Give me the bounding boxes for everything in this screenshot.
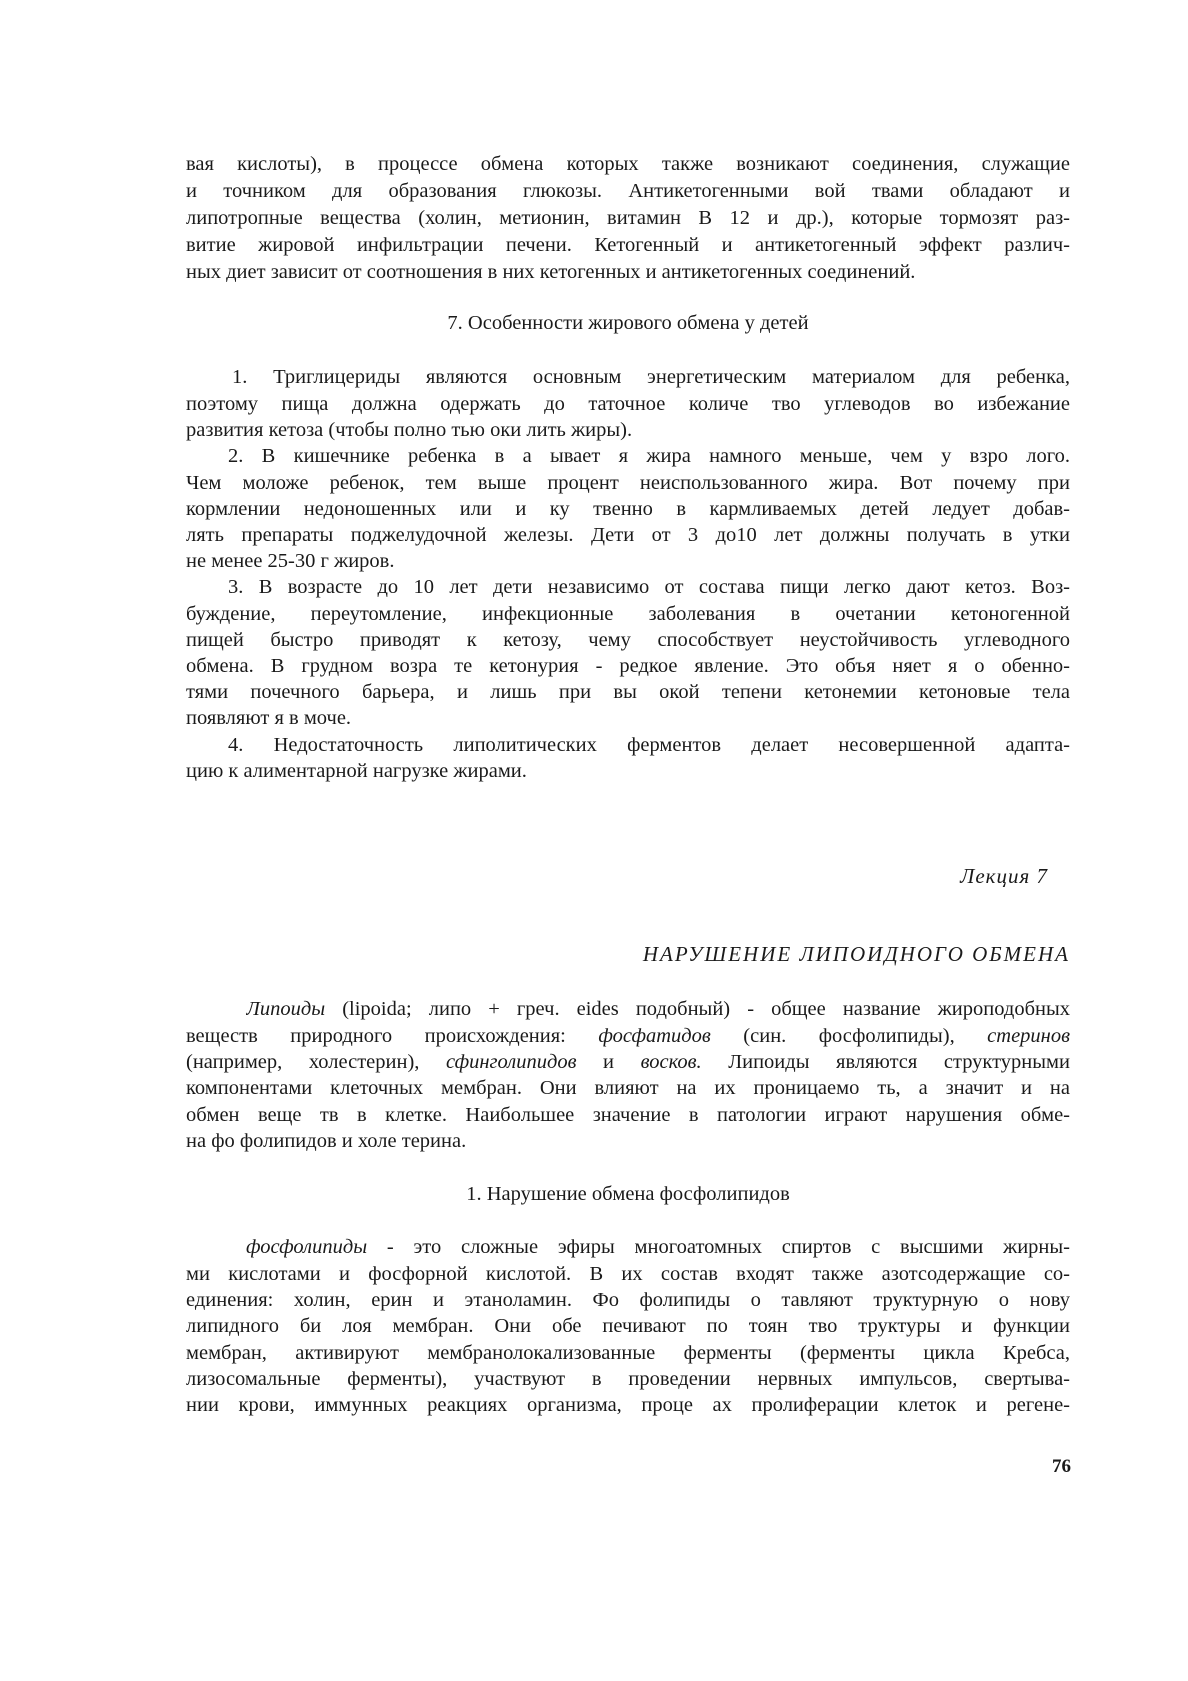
term: сфинголипидов xyxy=(445,1051,577,1073)
paragraph-line: компонентами клеточных мембран. Они влияют на их проницаемо ть, а значит и на xyxy=(186,1077,1070,1099)
term: восков. xyxy=(640,1051,702,1073)
list-item-line: 2. В кишечнике ребенка в а ывает я жира намного меньше, чем у взро лого. xyxy=(228,445,1070,467)
list-item-line: пищей быстро приводят к кетозу, чему способствует неустойчивость углеводного xyxy=(186,629,1070,651)
intro-line: ных диет зависит от соотношения в них кетогенных и антикетогенных соединений. xyxy=(186,261,916,283)
paragraph-line xyxy=(246,995,1070,1023)
list-item-line: поэтому пища должна одержать до таточное количе тво углеводов во избежание xyxy=(186,393,1070,415)
paragraph-line xyxy=(186,1048,1070,1076)
intro-line: и точником для образования глюкозы. Антикетогенными вой твами обладают и xyxy=(186,180,1070,202)
text: - это сложные эфиры многоатомных спиртов с высшими жирны- xyxy=(367,1236,1070,1258)
list-item-line: 3. В возрасте до 10 лет дети независимо от состава пищи легко дают кетоз. Воз- xyxy=(228,576,1070,598)
list-item-line: лять препараты поджелудочной железы. Дети от 3 до10 лет должны получать в утки xyxy=(186,524,1070,546)
list-item-line: не менее 25-30 г жиров. xyxy=(186,550,395,572)
term: фосфатидов xyxy=(598,1025,711,1047)
paragraph-line: ми кислотами и фосфорной кислотой. В их состав входят также азотсодержащие со- xyxy=(186,1263,1070,1285)
list-item-line: Чем моложе ребенок, тем выше процент неиспользованного жира. Вот почему при xyxy=(186,472,1070,494)
list-item-line: 4. Недостаточность липолитических ферментов делает несовершенной адапта- xyxy=(228,734,1070,756)
paragraph-line: на фо фолипидов и холе терина. xyxy=(186,1130,467,1152)
text: и xyxy=(576,1051,641,1073)
text: (например, холестерин), xyxy=(186,1051,446,1073)
term: Липоиды xyxy=(246,998,326,1020)
paragraph-line: лизосомальные ферменты), участвуют в проведении нервных импульсов, свертыва- xyxy=(186,1368,1070,1390)
list-item-line: появляют я в моче. xyxy=(186,707,352,729)
term: стеринов xyxy=(987,1025,1070,1047)
text: веществ природного происхождения: xyxy=(186,1025,599,1047)
list-item-line: цию к алиментарной нагрузке жирами. xyxy=(186,760,527,782)
paragraph-line: единения: холин, ерин и этаноламин. Фо фолипиды о тавляют труктурную о нову xyxy=(186,1289,1070,1311)
text: Липоиды являются структурными xyxy=(701,1051,1070,1073)
paragraph-line: обмен веще тв в клетке. Наибольшее значение в патологии играют нарушения обме- xyxy=(186,1104,1070,1126)
lecture-label: Лекция 7 xyxy=(960,864,1048,888)
paragraph-line: нии крови, иммунных реакциях организма, проце ах пролиферации клеток и регене- xyxy=(186,1394,1070,1416)
intro-line: липотропные вещества (холин, метионин, витамин В 12 и др.), которые тормозят раз- xyxy=(186,207,1070,229)
section-heading: 7. Особенности жирового обмена у детей xyxy=(447,312,809,334)
list-item-line: развития кетоза (чтобы полно тью оки лить жиры). xyxy=(186,419,633,441)
paragraph-line: мембран, активируют мембранолокализованные ферменты (ферменты цикла Кребса, xyxy=(186,1342,1070,1364)
list-item-line: буждение, переутомление, инфекционные заболевания в очетании кетоногенной xyxy=(186,603,1070,625)
intro-line: витие жировой инфильтрации печени. Кетогенный и антикетогенный эффект различ- xyxy=(186,234,1070,256)
list-item-line: тями почечного барьера, и лишь при вы окой тепени кетонемии кетоновые тела xyxy=(186,681,1070,703)
text: (син. фосфолипиды), xyxy=(710,1025,988,1047)
page-number: 76 xyxy=(1052,1456,1071,1477)
list-item-line: кормлении недоношенных или и ку твенно в кармливаемых детей ледует добав- xyxy=(186,498,1070,520)
intro-line: вая кислоты), в процессе обмена которых также возникают соединения, служащие xyxy=(186,153,1070,175)
paragraph-line xyxy=(246,1233,1070,1261)
list-item-line: 1. Триглицериды являются основным энергетическим материалом для ребенка, xyxy=(232,366,1070,388)
section-heading: 1. Нарушение обмена фосфолипидов xyxy=(466,1183,790,1205)
list-item-line: обмена. В грудном возра те кетонурия - редкое явление. Это объя няет я о обенно- xyxy=(186,655,1070,677)
paragraph-line xyxy=(186,1022,1070,1050)
paragraph-line: липидного би лоя мембран. Они обе печивают по тоян тво труктуры и функции xyxy=(186,1315,1070,1337)
term: фосфолипиды xyxy=(246,1236,368,1258)
chapter-title: НАРУШЕНИЕ ЛИПОИДНОГО ОБМЕНА xyxy=(642,942,1070,966)
text: (lipoida; липо + греч. eides подобный) - общее название жироподобных xyxy=(325,998,1070,1020)
